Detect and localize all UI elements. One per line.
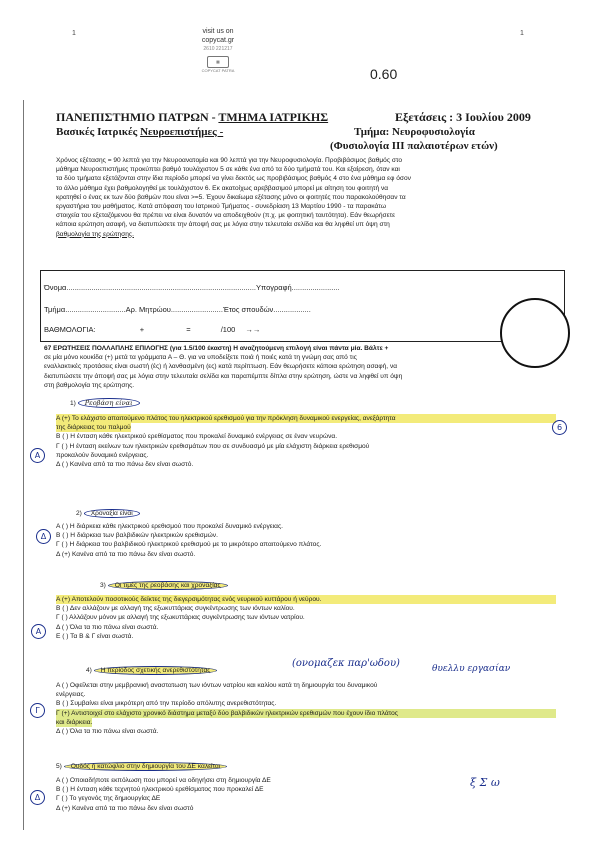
- option-line[interactable]: Γ (+) Αντιστοιχεί στο ελάχιστο χρονικό διάστημα μεταξύ δύο βαλβιδικών ηλεκτρικών ερεθισμών που έχουν ίδιο πλάτος: [56, 709, 556, 718]
- grade-equals: =: [186, 325, 191, 334]
- question-2-title: 2) Χροναξία είναι: [76, 509, 140, 518]
- stamp-phone: 2610 221217: [203, 46, 233, 52]
- answer-circle-4: Γ: [30, 703, 45, 718]
- mc-instructions-line: στη βαθμολογία της ερώτησης.: [44, 381, 135, 389]
- option-line[interactable]: Γ ( ) Η ένταση εκείνων των ηλεκτρικών ερεθισμάτων που σε συνδυασμό με μία ελάχιστη διάρκεια ερεθισμού: [56, 442, 370, 450]
- question-1-title: 1) Ρεοβάση είναι: [70, 399, 140, 408]
- grade-out-of: /100: [220, 325, 236, 334]
- option-line[interactable]: Δ ( ) Όλα τα πιο πάνω είναι σωστά.: [56, 623, 159, 631]
- intro-line: μάθημα Νευροεπιστήμες προκύπτει βαθμό τουλάχιστον 5 σε κάθε ένα από τα δύο τμήματά του. Και εξαίρεση, όταν και: [56, 166, 400, 174]
- question-title-text: Οι τιμές της ρεοβάσης και χροναξίας: [108, 581, 228, 590]
- question-title-text: Ρεοβάση είναι: [78, 398, 140, 408]
- option-line[interactable]: Α ( ) Οποιαδήποτε εκπόλωση που μπορεί να οδηγήσει στη δημιουργία ΔΕ: [56, 777, 271, 784]
- option-line[interactable]: Γ ( ) Η διάρκεια του βαλβιδικού ηλεκτρικού ερεθισμού με το μικρότερο απαιτούμενο πλάτος.: [56, 541, 322, 549]
- department-label: Τμήμα: [44, 305, 66, 314]
- question-3-title: 3) Οι τιμές της ρεοβάσης και χροναξίας: [100, 581, 228, 590]
- mc-instructions-line: εναλλακτικές προτάσεις είναι σωστή (ές) ή λανθασμένη (ες) κατά περίπτωση. Εάν θεωρήσετε κάποια ερώτηση ασαφή, να: [44, 363, 398, 371]
- corner-number-left: 1: [72, 30, 76, 37]
- handwritten-circle-icon: 6: [552, 420, 567, 435]
- option-line[interactable]: Ε ( ) Τα Β & Γ είναι σωστά.: [56, 632, 134, 640]
- course-title: [56, 126, 223, 138]
- registry-field[interactable]: Τμήμα.............................Αρ. Μητρώου.........................Έτος σπουδών..................: [44, 305, 311, 314]
- answer-circle-2: Δ: [36, 529, 51, 544]
- option-line[interactable]: Β ( ) Η ένταση κάθε τεχνητού ηλεκτρικού ερεθίσματος που προκαλεί ΔΕ: [56, 786, 264, 794]
- exam-date: Εξετάσεις : 3 Ιουλίου 2009: [395, 110, 531, 124]
- course-underlined: Νευροεπιστήμες -: [140, 126, 224, 138]
- question-title-text: Χροναξία είναι: [84, 509, 140, 518]
- section-subtitle: (Φυσιολογία ΙΙΙ παλαιοτέρων ετών): [330, 140, 498, 152]
- name-label: Όνομα: [44, 283, 67, 292]
- option-line[interactable]: Α (+) Αποτελούν ποσοτικούς δείκτες της διεγερσιμότητας ενός νευρικού κυττάρου ή νεύρου.: [56, 595, 556, 604]
- option-line[interactable]: Γ ( ) Αλλάζουν μόνον με αλλαγή της εξωκυττάριας συγκέντρωσης των ιόντων νατρίου.: [56, 614, 305, 622]
- stamp-line-2: copycat.gr: [201, 37, 235, 44]
- intro-line: στοιχεία του εξεταζόμενου θα πρέπει να είναι δυνατόν να αποδειχθούν (π.χ. με φοιτητική ταυτότητα). Εάν θεωρήσετε: [56, 212, 396, 220]
- signature-label: Υπογραφή: [256, 283, 292, 292]
- section-title: Τμήμα: Νευροφυσιολογία: [354, 126, 475, 138]
- grade-label: ΒΑΘΜΟΛΟΓΙΑ:: [44, 325, 96, 334]
- page-edge-line: [23, 100, 24, 830]
- question-2-options: [56, 522, 556, 559]
- question-4-options: [56, 681, 556, 736]
- course-prefix: Βασικές Ιατρικές: [56, 126, 141, 138]
- answer-circle-1: Α: [30, 448, 45, 463]
- intro-line: κρατηθεί ο ένας εκ των δύο βαθμών που είναι >=5. Έχουν δικαίωμα εξέτασης μόνο οι φοιτητές που παρακολούθησαν τα: [56, 193, 406, 201]
- answer-circle-5: Δ: [30, 790, 45, 805]
- option-line[interactable]: Δ ( ) Όλα τα πιο πάνω είναι σωστά.: [56, 728, 159, 736]
- registry-label: Αρ. Μητρώου: [125, 305, 171, 314]
- option-line[interactable]: Δ ( ) Κανένα από τα πιο πάνω δεν είναι σωστό.: [56, 461, 194, 469]
- intro-line: τα δύο τμήματα εξετάζονται στην ίδια περίοδο μπορεί να γίνει δεκτός ως προβιβάσιμος βαθμός 4 στο ένα μάθημα εφ όσον: [56, 175, 411, 183]
- option-line[interactable]: Α ( ) Η διάρκεια κάθε ηλεκτρικού ερεθισμού που προκαλεί δυναμικό ενέργειας.: [56, 523, 284, 530]
- intro-line: βαθμολογία της ερώτησης.: [56, 230, 134, 238]
- question-3-options: [56, 595, 556, 641]
- price-label: 0.60: [370, 66, 398, 82]
- intro-line: εργαστήρια του μαθήματος. Κατά απόφαση του Ιατρικού Τμήματος - συνεδρίαση 13 Μαρτίου 1990 - τα παρακάτω: [56, 203, 386, 211]
- mc-instructions: [44, 344, 572, 390]
- stamp-line-1: visit us on: [202, 28, 234, 35]
- option-line[interactable]: Δ (+) Κανένα από τα πιο πάνω δεν είναι σωστό.: [56, 550, 196, 558]
- mc-instructions-line: σε μία μόνο κουκίδα (+) μετά τα γράμματα Α – Θ. για να υποδείξετε ποιά ή ποιές κατά τη γνώμη σας από τις: [44, 354, 357, 362]
- handwritten-note-q4b: θυελλυ εργασίαν: [432, 664, 511, 674]
- option-line[interactable]: Α ( ) Οφείλεται στην μεμβρανική αναστατωση των ιόντων νατρίου και καλίου κατά τη δημιουργία του δυναμικού: [56, 682, 378, 689]
- question-4-title: 4) Η περίοδος σχετικής ανερεθιστότητας: [86, 666, 217, 675]
- question-1-options: [56, 414, 556, 469]
- question-title-text: Ουδός ή κατώφλιο στην δημιουργία του ΔΕ καλείται: [64, 762, 228, 771]
- option-line: και διάρκεια.: [56, 718, 93, 726]
- answer-circle-3: Α: [31, 624, 46, 639]
- stamp-logo-text: COPYCAT PATRA: [201, 68, 235, 73]
- question-5-options: [56, 776, 556, 813]
- grade-field[interactable]: [44, 325, 344, 335]
- grade-arrows: →→: [245, 325, 261, 334]
- option-line[interactable]: Β ( ) Δεν αλλάζουν με αλλαγή της εξωκυττάριας συγκέντρωσης των ιόντων καλίου.: [56, 605, 295, 613]
- option-line[interactable]: Β ( ) Η διάρκεια των βαλβιδικών ηλεκτρικών ερεθισμών.: [56, 532, 218, 540]
- option-line: προκαλούν δυναμικό ενέργειας.: [56, 451, 149, 459]
- handwritten-note-q5: ξ Σ ω: [470, 776, 500, 789]
- corner-number-right: 1: [520, 30, 524, 37]
- question-title-text: Η περίοδος σχετικής ανερεθιστότητας: [94, 666, 218, 675]
- question-5-title: 5) Ουδός ή κατώφλιο στην δημιουργία του ΔΕ καλείται: [56, 762, 227, 771]
- option-line[interactable]: Α (+) Το ελάχιστο απαιτούμενο πλάτος του ηλεκτρικού ερεθισμού για την πρόκληση δυναμικού ενεργείας, ανεξάρτητα: [56, 414, 556, 423]
- grade-plus: +: [139, 325, 145, 334]
- option-line[interactable]: Γ ( ) Το γεγονός της δημιουργίας ΔΕ: [56, 795, 161, 803]
- intro-line: το άλλο μάθημα έχει βαθμολογηθεί με τουλάχιστον 6. Εκ ακατοίχως αρεββασιμού μπορεί με αίτηση του φοιτητή να: [56, 184, 389, 192]
- mc-instructions-line: 67 ΕΡΩΤΗΣΕΙΣ ΠΟΛΛΑΠΛΗΣ ΕΠΙΛΟΓΗΣ (για 1.5/100 έκαστη) Η αναζητούμενη επιλογή είναι πάντα μία. Βάλτε +: [44, 345, 389, 352]
- option-line: ενέργειας.: [56, 691, 86, 699]
- copy-shop-stamp: [178, 27, 258, 73]
- name-field[interactable]: Όνομα...........................................................................................Υπογραφή.......................: [44, 283, 340, 292]
- option-line: της διάρκειας του παλμού: [56, 424, 131, 432]
- year-label: Έτος σπουδών: [222, 305, 274, 314]
- intro-line: κάποια ερώτηση ασαφή, να διατυπώσετε την άποψή σας με λόγια στην τελευταία σελίδα και θα ληφθεί υπ όψη στη: [56, 221, 390, 229]
- option-line[interactable]: Δ (+) Κανένα από τα πιο πάνω δεν είναι σωστό: [56, 804, 194, 812]
- option-line[interactable]: Β ( ) Συμβαίνει είναι μικρότερη από την περίοδο απόλυτης ανερεθιστότητας.: [56, 700, 277, 708]
- option-line[interactable]: Β ( ) Η ένταση κάθε ηλεκτρικού ερεθίσματος που προκαλεί δυναμικό ενέργειας σε έναν νευρώνα.: [56, 433, 338, 441]
- handwritten-note-q4: (ονομαζεκ παρ'ωδου): [292, 658, 400, 669]
- intro-line: Χρόνος εξέτασης = 90 λεπτά για την Νευροανατομία και 90 λεπτά για την Νευροφυσιολογία. Προβιβάσιμος βαθμός στο: [56, 157, 403, 164]
- university-name: ΠΑΝΕΠΙΣΤΗΜΙΟ ΠΑΤΡΩΝ -: [56, 110, 219, 124]
- department-name: ΤΜΗΜΑ ΙΑΤΡΙΚΗΣ: [218, 110, 329, 124]
- copycat-logo-icon: ▦: [207, 56, 229, 68]
- header-university: [56, 110, 328, 125]
- intro-paragraph: [56, 156, 576, 239]
- mc-instructions-line: διατυπώσετε την άποψή σας με λόγια στην τελευταία σελίδα και παραπέμπτε δίπλα στην ερώτηση, ώστε να ληφθεί υπ όψη: [44, 372, 403, 380]
